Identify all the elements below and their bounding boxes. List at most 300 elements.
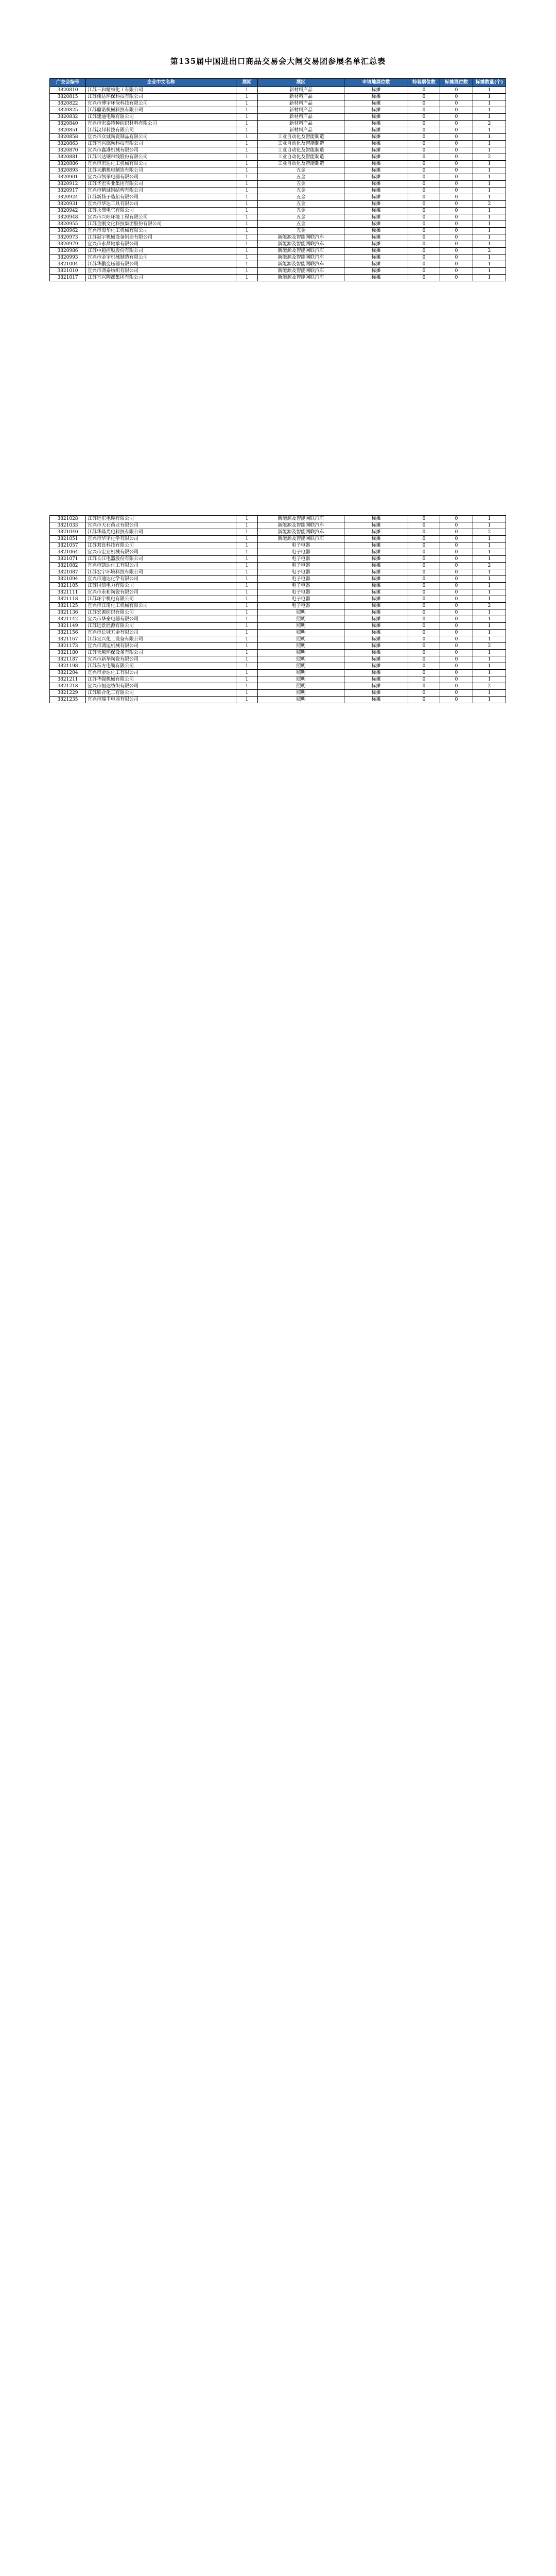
table-cell: 照明 [258, 616, 344, 623]
table-cell: 标摊 [344, 141, 408, 147]
table-cell: 0 [440, 241, 473, 248]
table-cell: 0 [440, 549, 473, 556]
column-header: 广交会编号 [50, 79, 86, 87]
table-cell: 0 [440, 167, 473, 174]
table-cell: 0 [408, 234, 440, 241]
table-cell: 标摊 [344, 188, 408, 194]
table-cell: 0 [408, 134, 440, 141]
table-cell: 2 [473, 563, 506, 569]
table-cell: 1 [473, 255, 506, 261]
table-cell: 五金 [258, 228, 344, 234]
table-row [50, 697, 506, 703]
table-cell: 0 [440, 234, 473, 241]
table-row [50, 690, 506, 697]
table-cell: 0 [440, 194, 473, 201]
table-cell: 0 [440, 536, 473, 543]
table-cell: 1 [473, 87, 506, 94]
table-cell: 0 [440, 636, 473, 643]
table-cell: 0 [440, 563, 473, 569]
table-cell: 标摊 [344, 127, 408, 134]
table-cell: 标摊 [344, 676, 408, 683]
column-header: 展区 [258, 79, 344, 87]
table-cell: 3821211 [50, 676, 86, 683]
table-cell: 2 [473, 154, 506, 161]
table-cell: 2 [473, 201, 506, 208]
table-cell: 标摊 [344, 194, 408, 201]
table-cell: 江苏环宇机电有限公司 [86, 596, 236, 603]
table-cell: 3820858 [50, 134, 86, 141]
table-cell: 五金 [258, 194, 344, 201]
table-cell: 标摊 [344, 623, 408, 630]
table-cell: 1 [236, 516, 258, 522]
table-cell: 0 [440, 616, 473, 623]
column-header: 标摊数量(个) [473, 79, 506, 87]
table-cell: 宜兴市华达工具有限公司 [86, 201, 236, 208]
table-cell: 江苏宜兴化工设备有限公司 [86, 636, 236, 643]
table-cell: 标摊 [344, 201, 408, 208]
table-cell: 0 [440, 201, 473, 208]
table-row [50, 630, 506, 636]
table-cell: 3821180 [50, 650, 86, 656]
table-cell: 0 [408, 94, 440, 100]
table-cell: 宜兴市永昌轴承有限公司 [86, 241, 236, 248]
table-cell: 1 [236, 549, 258, 556]
table-cell: 江苏宜兴德融科技有限公司 [86, 141, 236, 147]
table-cell: 2 [473, 603, 506, 609]
table-cell: 1 [236, 147, 258, 154]
table-cell: 3820886 [50, 161, 86, 167]
table-cell: 0 [408, 522, 440, 529]
table-cell: 1 [236, 261, 258, 268]
table-cell: 1 [473, 650, 506, 656]
table-cell: 五金 [258, 181, 344, 188]
table-cell: 0 [408, 194, 440, 201]
table-row [50, 154, 506, 161]
table-cell: 照明 [258, 636, 344, 643]
table-cell: 1 [473, 609, 506, 616]
table-cell: 0 [408, 697, 440, 703]
table-cell: 3821142 [50, 616, 86, 623]
table-cell: 江苏华晶光电科技有限公司 [86, 529, 236, 536]
table-cell: 1 [236, 161, 258, 167]
table-cell: 3820948 [50, 214, 86, 221]
table-row [50, 268, 506, 275]
table-cell: 1 [236, 656, 258, 663]
table-cell: 0 [440, 583, 473, 589]
table-cell: 照明 [258, 697, 344, 703]
table-cell: 1 [236, 569, 258, 576]
table-cell: 0 [408, 228, 440, 234]
table-cell: 0 [440, 650, 473, 656]
table-cell: 0 [408, 543, 440, 549]
table-cell: 0 [408, 623, 440, 630]
table-cell: 1 [473, 94, 506, 100]
table-cell: 3820955 [50, 221, 86, 228]
table-row [50, 248, 506, 255]
table-cell: 标摊 [344, 556, 408, 563]
table-cell: 0 [440, 94, 473, 100]
table-cell: 新能源及智能网联汽车 [258, 248, 344, 255]
table-row [50, 174, 506, 181]
table-cell: 宜兴市博宇环保科技有限公司 [86, 100, 236, 107]
table-cell: 标摊 [344, 663, 408, 670]
table-cell: 0 [408, 676, 440, 683]
table-cell: 标摊 [344, 275, 408, 281]
table-row [50, 563, 506, 569]
table-cell: 标摊 [344, 609, 408, 616]
table-cell: 0 [440, 630, 473, 636]
table-cell: 1 [236, 154, 258, 161]
table-cell: 1 [473, 516, 506, 522]
table-cell: 标摊 [344, 114, 408, 121]
table-cell: 0 [440, 147, 473, 154]
table-cell: 2 [473, 529, 506, 536]
table-cell: 3821111 [50, 589, 86, 596]
table-cell: 1 [473, 690, 506, 697]
table-row [50, 161, 506, 167]
table-cell: 新能源及智能网联汽车 [258, 275, 344, 281]
table-cell: 标摊 [344, 683, 408, 690]
table-cell: 江苏宏宇环境科技有限公司 [86, 569, 236, 576]
table-row [50, 188, 506, 194]
table-cell: 五金 [258, 221, 344, 228]
table-cell: 照明 [258, 656, 344, 663]
table-cell: 0 [408, 616, 440, 623]
table-row [50, 261, 506, 268]
table-cell: 3820810 [50, 87, 86, 94]
table-cell: 0 [440, 529, 473, 536]
table-cell: 3820942 [50, 208, 86, 214]
table-cell: 标摊 [344, 241, 408, 248]
table-row [50, 650, 506, 656]
table-cell: 标摊 [344, 100, 408, 107]
table-row [50, 576, 506, 583]
table-cell: 江苏宏源纺织有限公司 [86, 609, 236, 616]
table-cell: 3820993 [50, 255, 86, 261]
table-cell: 0 [408, 121, 440, 127]
table-row [50, 234, 506, 241]
table-cell: 0 [408, 214, 440, 221]
table-row [50, 107, 506, 114]
table-cell: 0 [408, 536, 440, 543]
table-cell: 标摊 [344, 529, 408, 536]
table-cell: 1 [236, 221, 258, 228]
table-cell: 标摊 [344, 147, 408, 154]
table-cell: 0 [440, 255, 473, 261]
table-cell: 3821087 [50, 569, 86, 576]
table-cell: 0 [408, 208, 440, 214]
table-cell: 宜兴市兴旺环境工程有限公司 [86, 214, 236, 221]
table-row [50, 241, 506, 248]
exhibitor-table [49, 515, 506, 703]
table-cell: 1 [236, 690, 258, 697]
table-cell: 标摊 [344, 603, 408, 609]
table-cell: 1 [473, 214, 506, 221]
table-cell: 1 [473, 221, 506, 228]
table-cell: 1 [473, 194, 506, 201]
table-row [50, 623, 506, 630]
table-cell: 1 [236, 228, 258, 234]
table-cell: 江苏建通电缆有限公司 [86, 114, 236, 121]
table-cell: 0 [408, 261, 440, 268]
table-cell: 1 [236, 650, 258, 656]
table-cell: 标摊 [344, 255, 408, 261]
table-cell: 0 [408, 529, 440, 536]
table-cell: 3821187 [50, 656, 86, 663]
table-cell: 1 [473, 188, 506, 194]
table-cell: 新能源及智能网联汽车 [258, 261, 344, 268]
table-cell: 电子电器 [258, 556, 344, 563]
table-cell: 3821118 [50, 596, 86, 603]
table-cell: 1 [236, 609, 258, 616]
table-cell: 标摊 [344, 589, 408, 596]
table-cell: 江苏金刚文化科技集团股份有限公司 [86, 221, 236, 228]
table-cell: 0 [408, 670, 440, 676]
table-cell: 标摊 [344, 167, 408, 174]
table-cell: 3821057 [50, 543, 86, 549]
table-cell: 新能源及智能网联汽车 [258, 516, 344, 522]
table-cell: 0 [440, 107, 473, 114]
table-cell: 1 [236, 543, 258, 549]
table-cell: 标摊 [344, 234, 408, 241]
table-cell: 0 [408, 188, 440, 194]
table-cell: 江苏永鼎电气有限公司 [86, 208, 236, 214]
table-cell: 照明 [258, 650, 344, 656]
table-cell: 标摊 [344, 87, 408, 94]
table-row [50, 134, 506, 141]
table-cell: 工业自动化及智能制造 [258, 161, 344, 167]
table-cell: 五金 [258, 174, 344, 181]
table-cell: 0 [408, 241, 440, 248]
table-cell: 江苏冠宇机械设备制造有限公司 [86, 234, 236, 241]
table-cell: 3820912 [50, 181, 86, 188]
table-cell: 1 [473, 234, 506, 241]
table-cell: 1 [473, 100, 506, 107]
table-cell: 0 [440, 127, 473, 134]
table-cell: 0 [440, 208, 473, 214]
table-cell: 1 [473, 569, 506, 576]
table-row [50, 543, 506, 549]
table-row [50, 114, 506, 121]
table-cell: 3820851 [50, 127, 86, 134]
table-row [50, 603, 506, 609]
table-cell: 3820832 [50, 114, 86, 121]
table-cell: 工业自动化及智能制造 [258, 141, 344, 147]
table-cell: 江苏华强机械有限公司 [86, 676, 236, 683]
table-cell: 宜兴市长城五金有限公司 [86, 630, 236, 636]
table-cell: 1 [473, 543, 506, 549]
column-header: 特装展位数 [408, 79, 440, 87]
table-cell: 标摊 [344, 261, 408, 268]
table-row [50, 228, 506, 234]
table-block [49, 78, 506, 281]
table-cell: 0 [440, 576, 473, 583]
table-cell: 宜兴市宏泰特种纺织材料有限公司 [86, 121, 236, 127]
table-cell: 3820863 [50, 141, 86, 147]
table-cell: 标摊 [344, 181, 408, 188]
table-cell: 标摊 [344, 656, 408, 663]
table-cell: 江苏中超控股股份有限公司 [86, 248, 236, 255]
table-cell: 宜兴市鑫港机械有限公司 [86, 147, 236, 154]
table-cell: 0 [440, 121, 473, 127]
table-cell: 0 [440, 589, 473, 596]
table-cell: 1 [473, 576, 506, 583]
table-cell: 1 [473, 114, 506, 121]
table-cell: 1 [236, 670, 258, 676]
table-cell: 1 [236, 194, 258, 201]
table-cell: 1 [236, 563, 258, 569]
table-cell: 宜兴市恒达纺织有限公司 [86, 683, 236, 690]
table-cell: 标摊 [344, 616, 408, 623]
table-cell: 标摊 [344, 670, 408, 676]
table-cell: 0 [440, 268, 473, 275]
table-cell: 宜兴市凯荣电器有限公司 [86, 174, 236, 181]
table-cell: 0 [408, 690, 440, 697]
table-row [50, 616, 506, 623]
table-cell: 0 [440, 228, 473, 234]
table-cell: 1 [236, 576, 258, 583]
table-cell: 1 [473, 663, 506, 670]
table-cell: 宜兴市华宇化学有限公司 [86, 536, 236, 543]
table-cell: 标摊 [344, 690, 408, 697]
table-cell: 江苏华鹏变压器有限公司 [86, 261, 236, 268]
table-cell: 新材料产品 [258, 87, 344, 94]
table-cell: 2 [473, 121, 506, 127]
table-cell: 江苏天顺环保设备有限公司 [86, 650, 236, 656]
table-cell: 2 [473, 643, 506, 650]
table-cell: 江苏远东电缆有限公司 [86, 516, 236, 522]
table-cell: 标摊 [344, 268, 408, 275]
table-row [50, 255, 506, 261]
table-cell: 0 [440, 697, 473, 703]
table-cell: 1 [473, 268, 506, 275]
table-row [50, 221, 506, 228]
table-cell: 0 [440, 188, 473, 194]
table-cell: 新能源及智能网联汽车 [258, 522, 344, 529]
table-cell: 0 [440, 522, 473, 529]
table-cell: 标摊 [344, 522, 408, 529]
table-cell: 1 [473, 656, 506, 663]
table-cell: 0 [440, 556, 473, 563]
table-cell: 3821040 [50, 529, 86, 536]
table-cell: 0 [408, 589, 440, 596]
table-cell: 工业自动化及智能制造 [258, 154, 344, 161]
table-cell: 标摊 [344, 248, 408, 255]
table-cell: 标摊 [344, 569, 408, 576]
table-cell: 0 [440, 596, 473, 603]
column-header: 展期 [236, 79, 258, 87]
table-cell: 0 [408, 255, 440, 261]
table-cell: 3821229 [50, 690, 86, 697]
table-cell: 0 [408, 603, 440, 609]
table-cell: 1 [236, 127, 258, 134]
table-cell: 新能源及智能网联汽车 [258, 234, 344, 241]
table-cell: 3821218 [50, 683, 86, 690]
table-cell: 1 [473, 107, 506, 114]
table-cell: 江苏伟达环保科技有限公司 [86, 94, 236, 100]
table-cell: 标摊 [344, 549, 408, 556]
table-cell: 3820870 [50, 147, 86, 154]
table-cell: 宜兴市瑞丰电器有限公司 [86, 697, 236, 703]
table-row [50, 589, 506, 596]
table-cell: 1 [473, 556, 506, 563]
table-cell: 1 [236, 636, 258, 643]
table-row [50, 87, 506, 94]
table-cell: 照明 [258, 670, 344, 676]
table-row [50, 194, 506, 201]
table-cell: 标摊 [344, 107, 408, 114]
table-cell: 0 [440, 516, 473, 522]
table-row [50, 536, 506, 543]
table-cell: 3821017 [50, 275, 86, 281]
table-cell: 0 [408, 141, 440, 147]
table-cell: 电子电器 [258, 576, 344, 583]
table-row [50, 516, 506, 522]
table-cell: 0 [440, 161, 473, 167]
table-cell: 3821136 [50, 609, 86, 616]
table-cell: 电子电器 [258, 603, 344, 609]
table-cell: 0 [408, 656, 440, 663]
table-cell: 江苏新扬子造船有限公司 [86, 194, 236, 201]
table-cell: 0 [440, 174, 473, 181]
table-cell: 照明 [258, 690, 344, 697]
table-cell: 1 [473, 676, 506, 683]
table-cell: 0 [408, 583, 440, 589]
table-cell: 江苏双良科技有限公司 [86, 543, 236, 549]
table-cell: 电子电器 [258, 549, 344, 556]
table-cell: 0 [408, 576, 440, 583]
table-cell: 标摊 [344, 174, 408, 181]
table-cell: 1 [236, 697, 258, 703]
table-cell: 1 [473, 616, 506, 623]
table-cell: 标摊 [344, 596, 408, 603]
table-cell: 1 [236, 616, 258, 623]
table-cell: 五金 [258, 167, 344, 174]
table-cell: 新能源及智能网联汽车 [258, 529, 344, 536]
table-cell: 0 [440, 643, 473, 650]
table-cell: 标摊 [344, 94, 408, 100]
table-cell: 1 [236, 208, 258, 214]
table-cell: 1 [473, 167, 506, 174]
table-cell: 1 [236, 536, 258, 543]
table-row [50, 670, 506, 676]
table-cell: 3820931 [50, 201, 86, 208]
table-cell: 3820924 [50, 194, 86, 201]
table-cell: 0 [408, 174, 440, 181]
table-cell: 0 [440, 248, 473, 255]
table-cell: 0 [408, 275, 440, 281]
table-cell: 0 [408, 100, 440, 107]
table-cell: 3821105 [50, 583, 86, 589]
table-row [50, 127, 506, 134]
table-cell: 工业自动化及智能制造 [258, 134, 344, 141]
table-cell: 江苏联合化工有限公司 [86, 690, 236, 697]
table-cell: 3821167 [50, 636, 86, 643]
table-cell: 宜兴市金宇机械制造有限公司 [86, 255, 236, 261]
table-cell: 宜兴市鸿运机械有限公司 [86, 643, 236, 650]
table-cell: 0 [408, 87, 440, 94]
table-cell: 3821235 [50, 697, 86, 703]
table-cell: 1 [473, 670, 506, 676]
table-cell: 新材料产品 [258, 94, 344, 100]
table-cell: 照明 [258, 663, 344, 670]
table-cell: 3820881 [50, 154, 86, 161]
table-cell: 1 [236, 255, 258, 261]
table-cell: 宜兴市天石药业有限公司 [86, 522, 236, 529]
table-cell: 1 [473, 589, 506, 596]
table-cell: 宜兴市金达化工有限公司 [86, 670, 236, 676]
table-cell: 电子电器 [258, 583, 344, 589]
